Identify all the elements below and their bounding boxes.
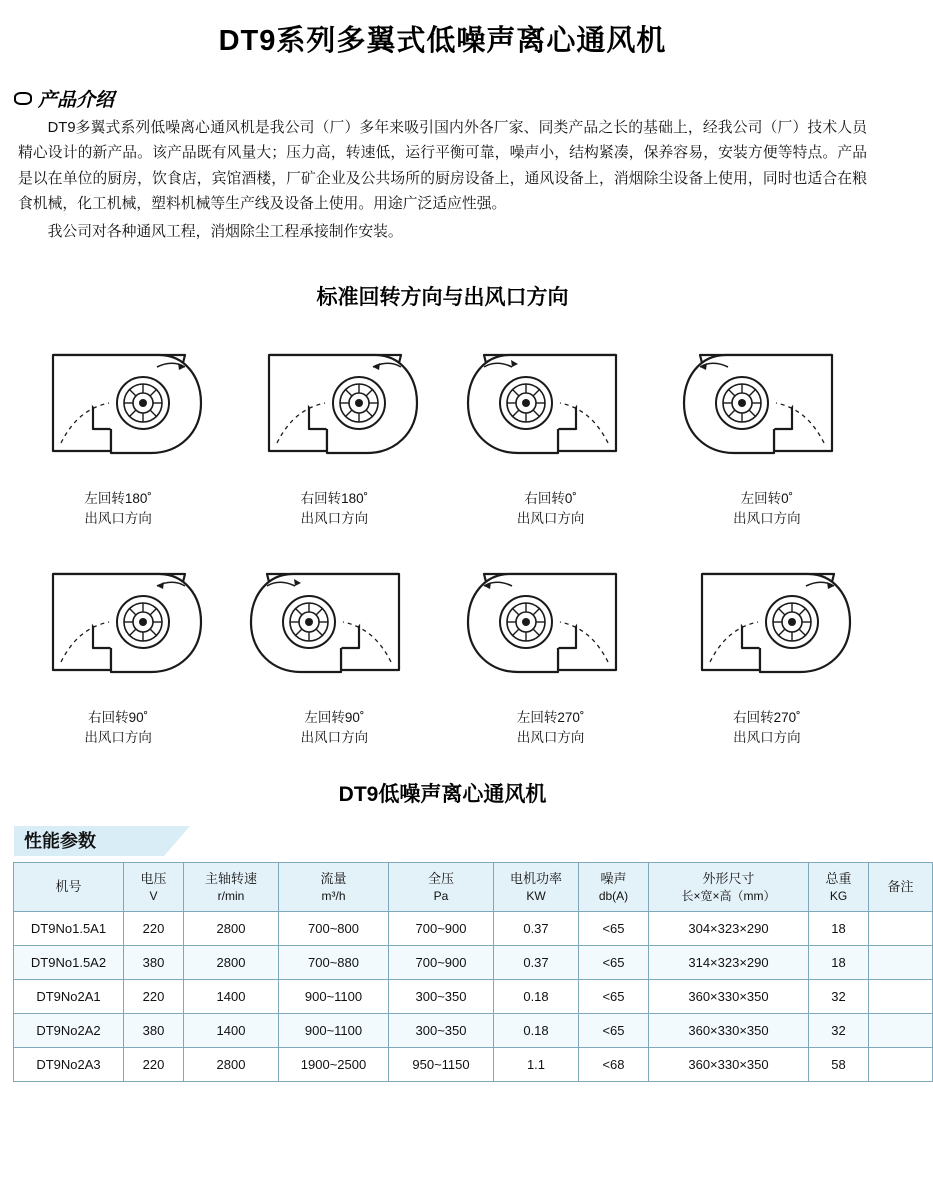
table-cell: 2800 [184, 912, 279, 946]
table-header-cell: 备注 [869, 863, 933, 912]
impeller-icon [283, 596, 335, 648]
table-header-cell: 机号 [14, 863, 124, 912]
fan-caption: 左回转180˚ 出风口方向 [84, 491, 152, 527]
fan-caption: 右回转180˚ 出风口方向 [300, 491, 369, 527]
impeller-icon [500, 377, 552, 429]
impeller-icon [766, 596, 818, 648]
fan-caption: 右回转90˚ 出风口方向 [84, 709, 152, 745]
table-cell: 360×330×350 [649, 1048, 809, 1082]
table-cell: 32 [809, 980, 869, 1014]
table-header-cell: 噪声 db(A) [579, 863, 649, 912]
fan-diagram-cell [10, 333, 226, 530]
table-header-cell: 流量 m³/h [279, 863, 389, 912]
table-cell: 360×330×350 [649, 1014, 809, 1048]
table-cell [869, 912, 933, 946]
table-cell: 900~1100 [279, 1014, 389, 1048]
impeller-icon [716, 377, 768, 429]
table-header-cell: 主轴转速 r/min [184, 863, 279, 912]
table-row [14, 912, 933, 946]
table-cell: 1400 [184, 980, 279, 1014]
table-cell: 360×330×350 [649, 980, 809, 1014]
table-row [14, 1014, 933, 1048]
table-cell: 304×323×290 [649, 912, 809, 946]
fan-diagram-cell [226, 552, 442, 749]
table-cell: DT9No2A2 [14, 1014, 124, 1048]
fan-diagram-cell [443, 333, 659, 530]
fan-caption: 左回转270˚ 出风口方向 [516, 709, 585, 745]
table-cell [869, 980, 933, 1014]
fan-diagram-cell [443, 552, 659, 749]
fan-illustration-left-90 [239, 552, 429, 702]
table-cell: 1900~2500 [279, 1048, 389, 1082]
table-cell: DT9No1.5A1 [14, 912, 124, 946]
table-cell: 220 [124, 1048, 184, 1082]
section-heading-intro [14, 85, 885, 112]
table-cell: 220 [124, 980, 184, 1014]
impeller-icon [117, 596, 169, 648]
impeller-icon [500, 596, 552, 648]
table-cell: 32 [809, 1014, 869, 1048]
fan-diagram-cell [659, 333, 875, 530]
table-cell: 58 [809, 1048, 869, 1082]
fan-illustration-left-270 [456, 552, 646, 702]
table-cell [869, 1048, 933, 1082]
table-cell [869, 1014, 933, 1048]
table-cell: <65 [579, 912, 649, 946]
table-cell [869, 946, 933, 980]
table-header-cell: 全压 Pa [389, 863, 494, 912]
table-cell: 300~350 [389, 1014, 494, 1048]
table-cell: 18 [809, 912, 869, 946]
table-cell: 1.1 [494, 1048, 579, 1082]
table-cell: DT9No1.5A2 [14, 946, 124, 980]
impeller-icon [333, 377, 385, 429]
document-page [0, 18, 914, 1198]
table-header-row [14, 863, 933, 912]
bullet-icon [14, 92, 32, 105]
fan-illustration-left-180 [23, 333, 213, 483]
table-header-cell: 电压 V [124, 863, 184, 912]
table-cell: 700~800 [279, 912, 389, 946]
table-header-cell: 总重 KG [809, 863, 869, 912]
table-cell: <65 [579, 946, 649, 980]
table-cell: 950~1150 [389, 1048, 494, 1082]
performance-banner-label: 性能参数 [24, 831, 96, 852]
fan-caption: 左回转90˚ 出风口方向 [300, 709, 369, 745]
table-cell: 0.18 [494, 980, 579, 1014]
table-cell: <65 [579, 1014, 649, 1048]
fan-diagram-cell [226, 333, 442, 530]
table-cell: <65 [579, 980, 649, 1014]
table-cell: 0.37 [494, 946, 579, 980]
table-cell: 2800 [184, 1048, 279, 1082]
rotation-section-title: 标准回转方向与出风口方向 [316, 286, 569, 310]
table-cell: 900~1100 [279, 980, 389, 1014]
performance-banner [14, 826, 164, 856]
table-cell: 0.18 [494, 1014, 579, 1048]
table-header-cell: 外形尺寸 长×宽×高（mm） [649, 863, 809, 912]
table-cell: DT9No2A3 [14, 1048, 124, 1082]
table-cell: 18 [809, 946, 869, 980]
table-cell: 0.37 [494, 912, 579, 946]
table-cell: 1400 [184, 1014, 279, 1048]
intro-text [18, 116, 867, 245]
fan-illustration-right-0 [456, 333, 646, 483]
fan-illustration-right-270 [672, 552, 862, 702]
table-cell: 380 [124, 1014, 184, 1048]
table-row [14, 980, 933, 1014]
table-cell: 700~880 [279, 946, 389, 980]
table-cell: 300~350 [389, 980, 494, 1014]
banner-tail [164, 826, 190, 856]
table-row [14, 946, 933, 980]
section-heading-label: 产品介绍 [38, 90, 115, 111]
fan-illustration-left-0 [672, 333, 862, 483]
table-cell: 700~900 [389, 946, 494, 980]
table-cell: DT9No2A1 [14, 980, 124, 1014]
impeller-icon [117, 377, 169, 429]
table-cell: 314×323×290 [649, 946, 809, 980]
table-cell: 2800 [184, 946, 279, 980]
table-cell: <68 [579, 1048, 649, 1082]
fan-caption: 右回转270˚ 出风口方向 [733, 709, 801, 745]
table-cell: 220 [124, 912, 184, 946]
fan-caption: 右回转0˚ 出风口方向 [516, 491, 585, 527]
page-title: DT9系列多翼式低噪声离心通风机 [218, 25, 667, 57]
fan-illustration-right-90 [23, 552, 213, 702]
fan-diagram-cell [10, 552, 226, 749]
table-row [14, 1048, 933, 1082]
fan-illustration-right-180 [239, 333, 429, 483]
fan-caption: 左回转0˚ 出风口方向 [733, 491, 801, 527]
table-cell: 700~900 [389, 912, 494, 946]
intro-paragraph: 我公司对各种通风工程，消烟除尘工程承接制作安装。 [47, 223, 403, 240]
fan-diagram-row-1 [0, 333, 885, 530]
fan-diagram-cell [659, 552, 875, 749]
table-header-cell: 电机功率 KW [494, 863, 579, 912]
performance-table [13, 862, 933, 1082]
intro-paragraph: DT9多翼式系列低噪离心通风机是我公司（厂）多年来吸引国内外各厂家、同类产品之长的基础上，经我公司（厂）技术人员精心设计的新产品。该产品既有风量大；压力高，转速低，运行平衡可靠，噪声小，结构紧凑，保养容易，安装方便等特点。产品是以在单位的厨房，饮食店，宾馆酒楼，厂矿企业及公共场所的厨房设备上，通风设备上，消烟除尘设备上使用，同时也适合在粮食机械，化工机械，塑料机械等生产线及设备上使用。用途广泛适应性强。 [18, 120, 867, 213]
fan-diagram-row-2 [0, 552, 885, 749]
table-cell: 380 [124, 946, 184, 980]
fan-section-title: DT9低噪声离心通风机 [338, 783, 547, 807]
